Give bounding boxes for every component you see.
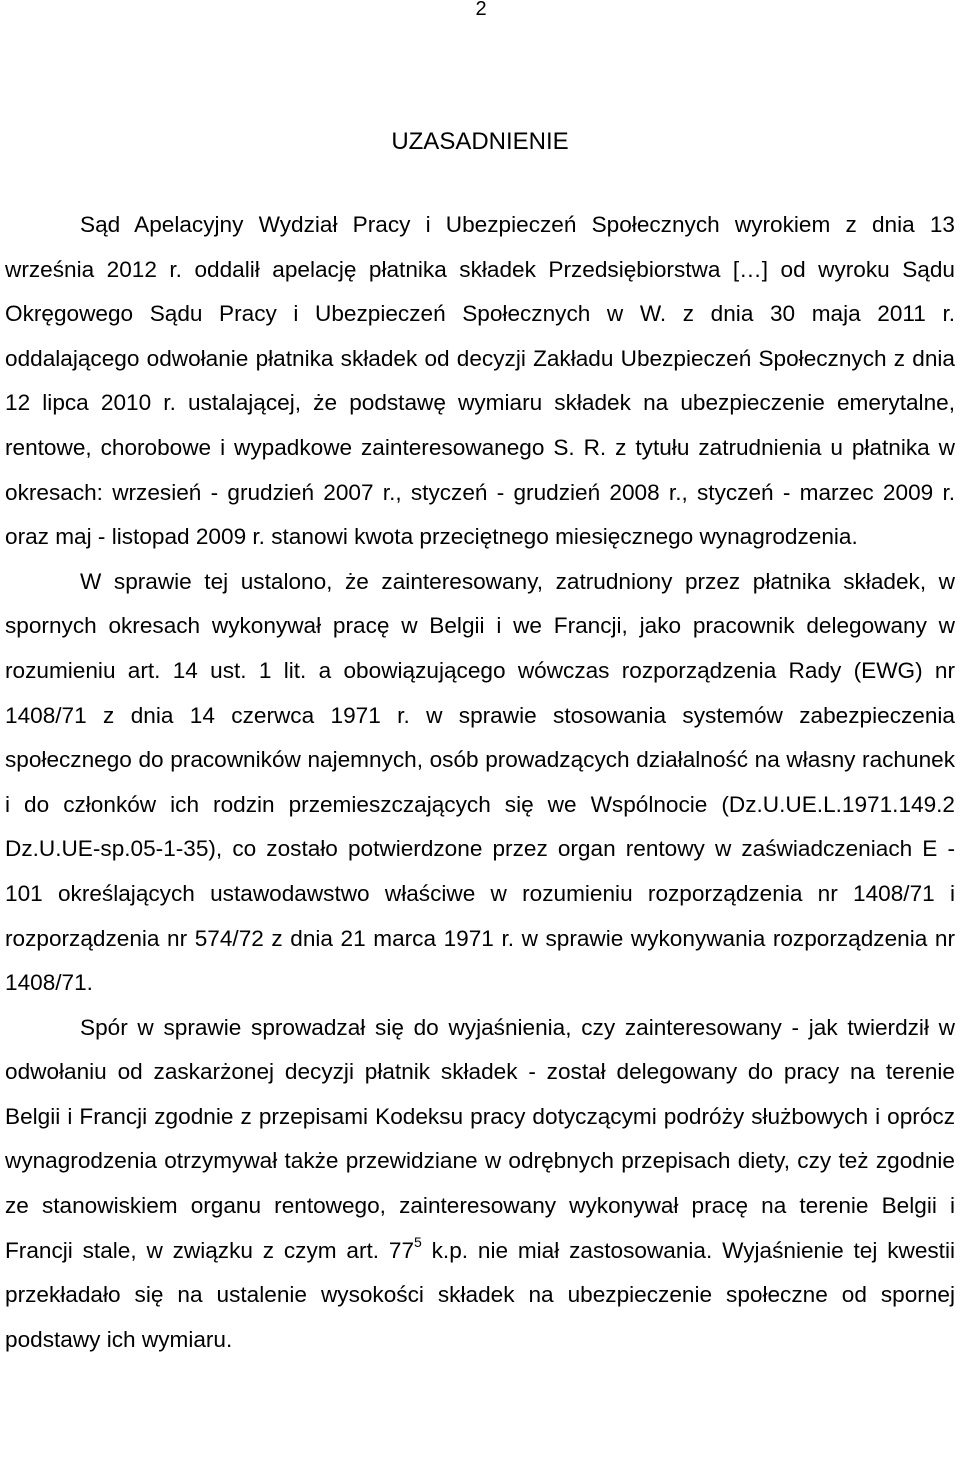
paragraph-3-text-before: Spór w sprawie sprowadzał się do wyjaśnienia, czy zainteresowany - jak twierdził w odwołaniu od zaskarżonej decyzji płatnik składek - został delegowany do pracy na terenie Belgii i Francji zgodnie z przepisami Kodeksu pracy dotyczącymi podróży służbowych i oprócz wynagrodzenia otrzymywał także przewidziane w odrębnych przepisach diety, czy też zgodnie ze stanowiskiem organu rentowego, zainteresowany wykonywał pracę na terenie Belgii i Francji stale, w związku z czym art. 77	[5, 1014, 955, 1263]
article-superscript: 5	[414, 1234, 422, 1251]
paragraph-1: Sąd Apelacyjny Wydział Pracy i Ubezpieczeń Społecznych wyrokiem z dnia 13 września 2012 r. oddalił apelację płatnika składek Przedsiębiorstwa […] od wyroku Sądu Okręgowego Sądu Pracy i Ubezpieczeń Społecznych w W. z dnia 30 maja 2011 r. oddalającego odwołanie płatnika składek od decyzji Zakładu Ubezpieczeń Społecznych z dnia 12 lipca 2010 r. ustalającej, że podstawę wymiaru składek na ubezpieczenie emerytalne, rentowe, chorobowe i wypadkowe zainteresowanego S. R. z tytułu zatrudnienia u płatnika w okresach: wrzesień - grudzień 2007 r., styczeń - grudzień 2008 r., styczeń - marzec 2009 r. oraz maj - listopad 2009 r. stanowi kwota przeciętnego miesięcznego wynagrodzenia.	[5, 212, 955, 550]
page-number: 2	[475, 0, 487, 20]
document-heading: UZASADNIENIE	[391, 128, 569, 155]
paragraph-3-text-after: k.p. nie miał zastosowania. Wyjaśnienie tej kwestii przekładało się na ustalenie wysokości składek na ubezpieczenie społeczne od spornej podstawy ich wymiaru.	[5, 1237, 955, 1352]
paragraph-2: W sprawie tej ustalono, że zainteresowany, zatrudniony przez płatnika składek, w spornych okresach wykonywał pracę w Belgii i we Francji, jako pracownik delegowany w rozumieniu art. 14 ust. 1 lit. a obowiązującego wówczas rozporządzenia Rady (EWG) nr 1408/71 z dnia 14 czerwca 1971 r. w sprawie stosowania systemów zabezpieczenia społecznego do pracowników najemnych, osób prowadzących działalność na własny rachunek i do członków ich rodzin przemieszczających się we Wspólnocie (Dz.U.UE.L.1971.149.2 Dz.U.UE-sp.05-1-35), co zostało potwierdzone przez organ rentowy w zaświadczeniach E - 101 określających ustawodawstwo właściwe w rozumieniu rozporządzenia nr 1408/71 i rozporządzenia nr 574/72 z dnia 21 marca 1971 r. w sprawie wykonywania rozporządzenia nr 1408/71.	[5, 568, 955, 996]
document-body	[5, 203, 955, 1362]
paragraph-3	[5, 1006, 955, 1363]
